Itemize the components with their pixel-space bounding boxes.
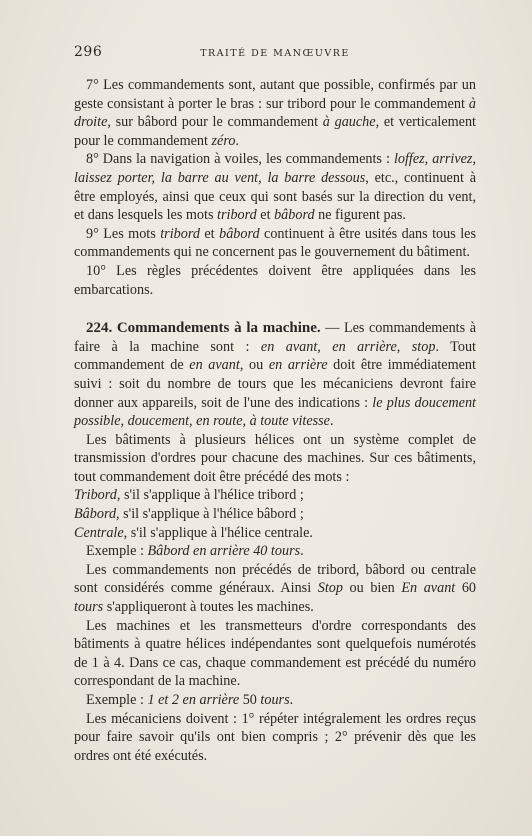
paragraph-generaux: Les commandements non précédés de tribord, bâbord ou centrale sont considérés comme généraux. Ainsi Stop ou bien En avant 60 tours s'appliqueront à toutes les machines. [74, 561, 477, 616]
paragraph-7: 7° Les commandements sont, autant que possible, confirmés par un geste consistant à porter le bras : sur tribord pour le commandement à droite, sur bâbord pour le commandement à gauche, et verticalement pour le commandement zéro. [74, 77, 476, 149]
paragraph-quatre-helices: Les machines et les transmetteurs d'ordre correspondants des bâtiments à quatre hélices indépendantes sont quelquefois numérotés de 1 à 4. Dans ce cas, chaque commandement est précédé du numéro correspondant de la machine. [74, 617, 476, 690]
paragraph-mecaniciens: Les mécaniciens doivent : 1° répéter intégralement les ordres reçus pour faire savoir qu'ils ont bien compris ; 2° prévenir dès que les ordres ont été exécutés. [74, 710, 476, 764]
page-body [74, 76, 476, 765]
example-1: Exemple : Bâbord en arrière 40 tours. [86, 543, 304, 560]
list-item: Bâbord, s'il s'applique à l'hélice bâbord ; [74, 506, 304, 523]
section-224: 224. Commandements à la machine. — Les commandements à faire à la machine sont : en avant, en arrière, stop. Tout commandement de en avant, ou en arrière doit être immédiatement suivi : soit du nombre de tours que les mécaniciens devront faire donner aux appareils, soit de l'une des indications : le plus doucement possible, doucement, en route, à toute vitesse. [74, 320, 477, 430]
section-title: Commandements à la machine. [116, 320, 321, 337]
example-2: Exemple : 1 et 2 en arrière 50 tours. [86, 692, 294, 708]
page-number: 296 [74, 44, 103, 60]
paragraph-helices: Les bâtiments à plusieurs hélices ont un système complet de transmission d'ordres pour chacune des machines. Sur ces bâtiments, tout commandement doit être précédé des mots : [74, 431, 476, 485]
paragraph-9: 9° Les mots tribord et bâbord continuent à être usités dans tous les commandements qui ne concernent pas le gouvernement du bâtiment. [74, 225, 476, 261]
paragraph-10: 10° Les règles précédentes doivent être appliquées dans les embarcations. [74, 262, 476, 298]
list-item: Centrale, s'il s'applique à l'hélice centrale. [74, 524, 313, 541]
section-number: 224. [86, 320, 113, 337]
section-gap [74, 299, 476, 319]
list-item: Tribord, s'il s'applique à l'hélice tribord ; [74, 487, 304, 504]
running-title: TRAITÉ DE MANŒUVRE [200, 48, 350, 59]
paragraph-8: 8° Dans la navigation à voiles, les commandements : loffez, arrivez, laissez porter, la barre au vent, la barre dessous, etc., continuent à être employés, ainsi que ceux qui sont basés sur la direction du vent, et dans lesquels les mots tribord et bâbord ne figurent pas. [74, 151, 476, 224]
running-head [74, 44, 476, 64]
